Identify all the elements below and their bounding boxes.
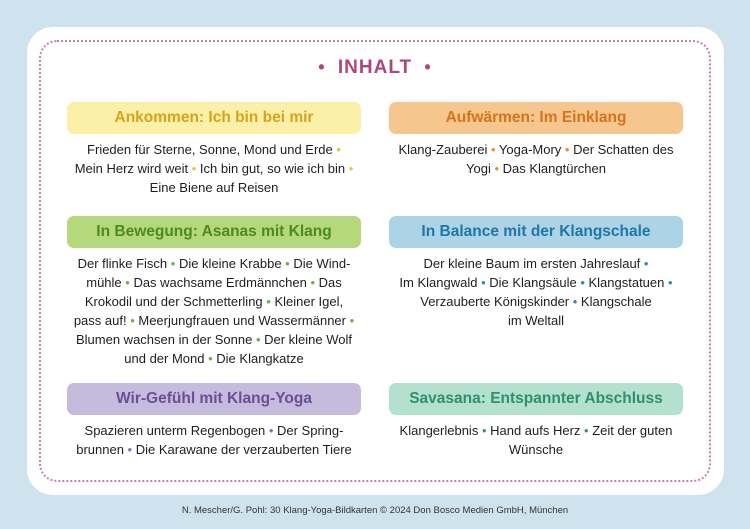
section-line [67, 140, 361, 159]
item-text: Die Karawane der verzauberten Tiere [135, 442, 352, 457]
section-body [67, 254, 361, 368]
item-text: Ich bin gut, so wie ich bin [199, 161, 346, 176]
section-line [67, 178, 361, 197]
bullet-dot: • [123, 442, 136, 457]
section-body [389, 140, 683, 178]
item-text: Der flinke Fisch [77, 256, 168, 271]
item-text: und der Mond [124, 351, 205, 366]
item-text: Zeit der guten [592, 423, 673, 438]
bullet-dot: • [121, 275, 134, 290]
bullet-dot: • [477, 275, 490, 290]
bullet-dot: • [126, 313, 139, 328]
section-heading: Wir-Gefühl mit Klang-Yoga [67, 383, 361, 415]
section-line [67, 349, 361, 368]
bullet-dot: • [265, 423, 277, 438]
title-dot-right: • [424, 57, 432, 77]
title-text: INHALT [337, 57, 413, 78]
section-line [389, 440, 683, 459]
section-wir-gefuehl [67, 383, 361, 459]
section-body [389, 421, 683, 459]
item-text: Yogi [466, 161, 491, 176]
section-line [389, 311, 683, 330]
item-text: Hand aufs Herz [490, 423, 581, 438]
item-text: Die kleine Krabbe [178, 256, 282, 271]
section-line [67, 311, 361, 330]
section-body [389, 254, 683, 330]
item-text: Das [318, 275, 342, 290]
bullet-dot: • [478, 423, 491, 438]
item-text: Kleiner Igel, [274, 294, 344, 309]
bullet-dot: • [569, 294, 581, 309]
bullet-dot: • [332, 142, 341, 157]
section-line [67, 159, 361, 178]
item-text: Das wachsame Erdmännchen [133, 275, 307, 290]
item-text: Wünsche [508, 442, 564, 457]
section-heading: Ankommen: Ich bin bei mir [67, 102, 361, 134]
bullet-dot: • [262, 294, 275, 309]
item-text: Die Wind- [293, 256, 351, 271]
bullet-dot: • [346, 313, 355, 328]
bullet-dot: • [345, 161, 354, 176]
item-text: Im Klangwald [399, 275, 478, 290]
item-text: Der Schatten des [573, 142, 674, 157]
item-text: Der kleine Baum im ersten Jahreslauf [423, 256, 641, 271]
item-text: Mein Herz wird weit [74, 161, 189, 176]
bullet-dot: • [490, 161, 503, 176]
item-text: Spazieren unterm Regenbogen [84, 423, 266, 438]
item-text: Klang-Zauberei [398, 142, 488, 157]
bullet-dot: • [281, 256, 294, 271]
section-line [389, 273, 683, 292]
bullet-dot: • [204, 351, 217, 366]
bullet-dot: • [580, 423, 593, 438]
section-line [389, 292, 683, 311]
item-text: Das Klangtürchen [502, 161, 606, 176]
page-title [0, 57, 750, 79]
section-line [67, 330, 361, 349]
bullet-dot: • [640, 256, 649, 271]
item-text: mühle [86, 275, 122, 290]
footer-copyright: N. Mescher/G. Pohl: 30 Klang-Yoga-Bildkarten © 2024 Don Bosco Medien GmbH, München [181, 505, 569, 516]
section-line [67, 440, 361, 459]
bullet-dot: • [664, 275, 673, 290]
section-line [67, 292, 361, 311]
item-text: brunnen [76, 442, 124, 457]
section-line [67, 254, 361, 273]
item-text: Eine Biene auf Reisen [149, 180, 279, 195]
item-text: pass auf! [73, 313, 127, 328]
bullet-dot: • [167, 256, 179, 271]
item-text: Klangschale [580, 294, 652, 309]
item-text: Frieden für Sterne, Sonne, Mond und Erde [87, 142, 333, 157]
bullet-dot: • [487, 142, 499, 157]
bullet-dot: • [306, 275, 319, 290]
item-text: Blumen wachsen in der Sonne [75, 332, 253, 347]
section-savasana [389, 383, 683, 459]
section-bewegung [67, 216, 361, 368]
section-line [67, 421, 361, 440]
section-heading: In Balance mit der Klangschale [389, 216, 683, 248]
section-aufwaermen [389, 102, 683, 178]
section-line [389, 421, 683, 440]
section-body [67, 421, 361, 459]
item-text: Verzauberte Königskinder [420, 294, 570, 309]
item-text: Der kleine Wolf [264, 332, 353, 347]
item-text: Klangerlebnis [399, 423, 479, 438]
item-text: Die Klangsäule [489, 275, 577, 290]
bullet-dot: • [576, 275, 589, 290]
section-line [67, 273, 361, 292]
section-heading: Aufwärmen: Im Einklang [389, 102, 683, 134]
bullet-dot: • [188, 161, 200, 176]
section-ankommen [67, 102, 361, 197]
bullet-dot: • [252, 332, 265, 347]
section-line [389, 254, 683, 273]
item-text: Yoga-Mory [498, 142, 562, 157]
title-dot-left: • [318, 57, 326, 77]
item-text: Der Spring- [277, 423, 344, 438]
section-heading: Savasana: Entspannter Abschluss [389, 383, 683, 415]
item-text: Klangstatuen [588, 275, 665, 290]
bullet-dot: • [561, 142, 574, 157]
section-body [67, 140, 361, 197]
section-heading: In Bewegung: Asanas mit Klang [67, 216, 361, 248]
section-line [389, 159, 683, 178]
item-text: Meerjungfrauen und Wassermänner [138, 313, 346, 328]
item-text: Die Klangkatze [216, 351, 304, 366]
section-balance [389, 216, 683, 330]
item-text: Krokodil und der Schmetterling [84, 294, 263, 309]
section-line [389, 140, 683, 159]
item-text: im Weltall [507, 313, 565, 328]
